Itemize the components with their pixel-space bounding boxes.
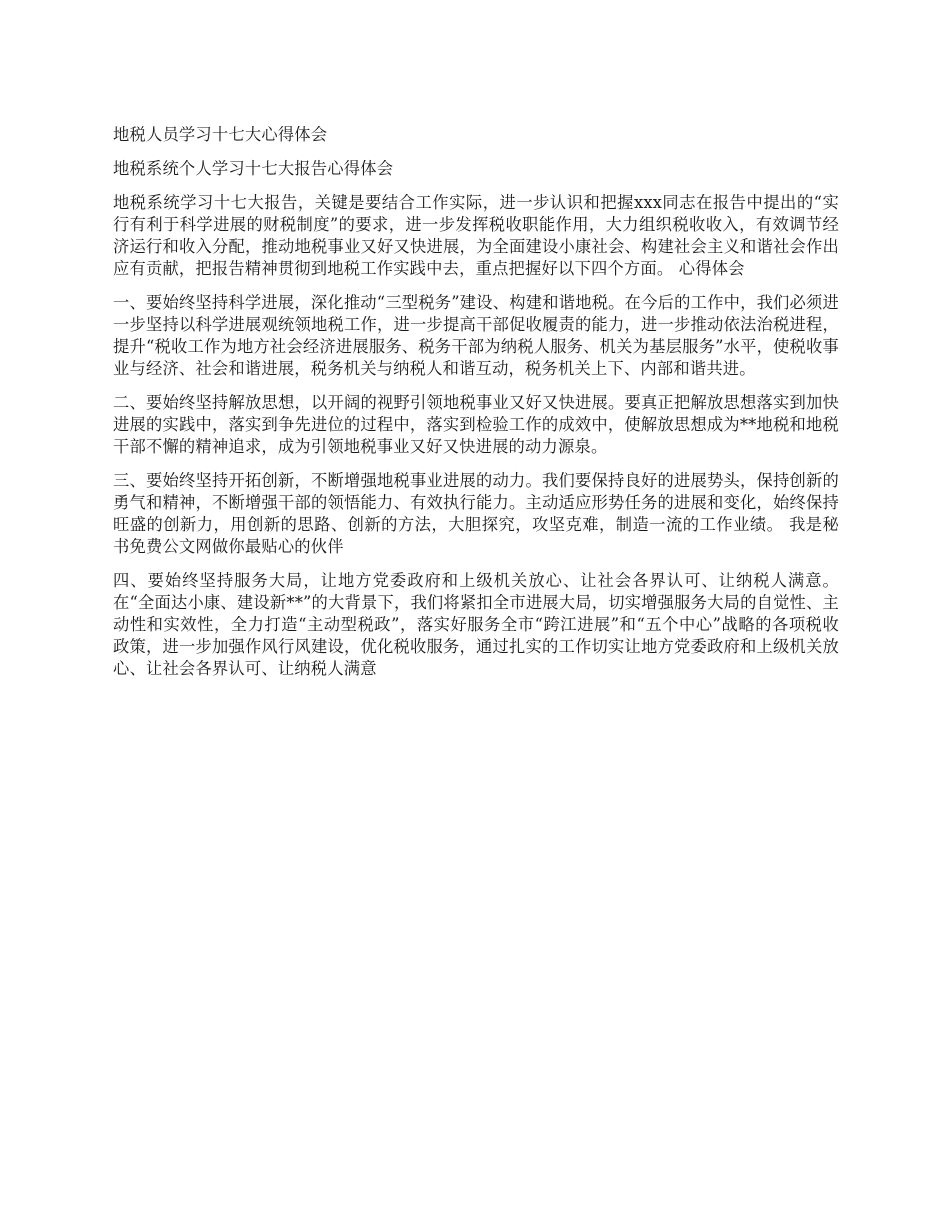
- section-three-paragraph: 三、要始终坚持开拓创新，不断增强地税事业进展的动力。我们要保持良好的进展势头，保持创新的勇气和精神，不断增强干部的领悟能力、有效执行能力。主动适应形势任务的进展和变化，始终保持旺盛的创新力，用创新的思路、创新的方法，大胆探究，攻坚克难，制造一流的工作业绩。 我是秘书免费公文网做你最贴心的伙伴: [113, 471, 839, 556]
- document-subtitle: 地税系统个人学习十七大报告心得体会: [113, 159, 394, 178]
- intro-paragraph: 地税系统学习十七大报告，关键是要结合工作实际，进一步认识和把握xxx同志在报告中提出的“实行有利于科学进展的财税制度”的要求，进一步发挥税收职能作用，大力组织税收收入，有效调节经济运行和收入分配，推动地税事业又好又快进展，为全面建设小康社会、构建社会主义和谐社会作出应有贡献，把报告精神贯彻到地税工作实践中去，重点把握好以下四个方面。 心得体会: [113, 193, 839, 278]
- document-title: 地税人员学习十七大心得体会: [113, 125, 328, 144]
- section-four-paragraph: 四、要始终坚持服务大局，让地方党委政府和上级机关放心、让社会各界认可、让纳税人满意。在“全面达小康、建设新**”的大背景下，我们将紧扣全市进展大局，切实增强服务大局的自觉性、主动性和实效性，全力打造“主动型税政”，落实好服务全市“跨江进展”和“五个中心”战略的各项税收政策，进一步加强作风行风建设，优化税收服务，通过扎实的工作切实让地方党委政府和上级机关放心、让社会各界认可、让纳税人满意: [113, 571, 839, 678]
- section-one-paragraph: 一、要始终坚持科学进展，深化推动“三型税务”建设、构建和谐地税。在今后的工作中，我们必须进一步坚持以科学进展观统领地税工作，进一步提高干部促收履责的能力，进一步推动依法治税进程，提升“税收工作为地方社会经济进展服务、税务干部为纳税人服务、机关为基层服务”水平，使税收事业与经济、社会和谐进展，税务机关与纳税人和谐互动，税务机关上下、内部和谐共进。: [113, 293, 839, 378]
- section-two-paragraph: 二、要始终坚持解放思想，以开阔的视野引领地税事业又好又快进展。要真正把解放思想落实到加快进展的实践中，落实到争先进位的过程中，落实到检验工作的成效中，使解放思想成为**地税和地税干部不懈的精神追求，成为引领地税事业又好又快进展的动力源泉。: [113, 393, 839, 456]
- document-page: [113, 124, 839, 692]
